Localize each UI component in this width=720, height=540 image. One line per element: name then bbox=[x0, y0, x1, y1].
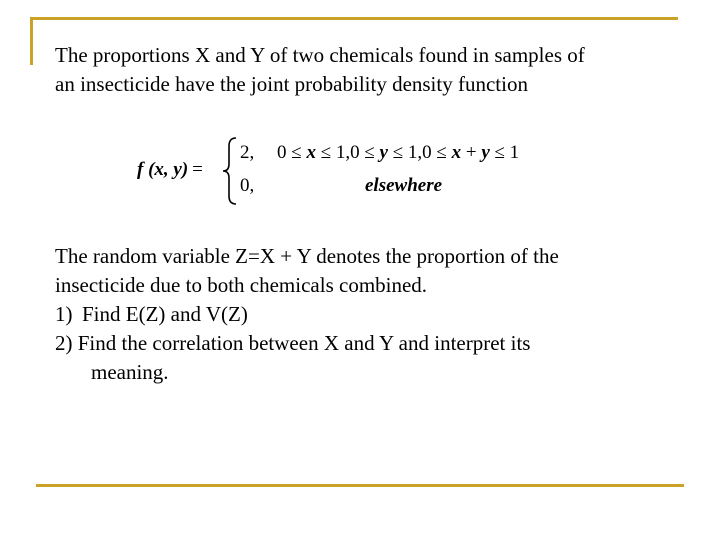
density-formula bbox=[137, 136, 577, 206]
intro-paragraph bbox=[55, 41, 695, 99]
cond-var-y: y bbox=[379, 142, 388, 163]
question-1 bbox=[55, 300, 695, 329]
cond-var-x: x bbox=[451, 142, 462, 163]
body-line-2: insecticide due to both chemicals combined. bbox=[55, 273, 428, 297]
problem-paragraph bbox=[55, 242, 695, 387]
case-2-value: 0, bbox=[240, 175, 255, 196]
cond-part: ≤ 1,0 ≤ bbox=[315, 142, 380, 163]
formula-f: f bbox=[137, 159, 144, 180]
case-1-value: 2, bbox=[240, 142, 255, 163]
formula-equals: = bbox=[192, 159, 203, 180]
question-2-line-1: 2) Find the correlation between X and Y and interpret its bbox=[55, 331, 531, 355]
case-2-condition: elsewhere bbox=[365, 175, 443, 196]
cond-var-x: x bbox=[306, 142, 316, 163]
cond-part: ≤ 1,0 ≤ bbox=[387, 142, 452, 163]
question-1-text: Find E(Z) and V(Z) bbox=[82, 302, 248, 326]
cond-part: + bbox=[461, 142, 482, 163]
cond-part: ≤ 1 bbox=[489, 142, 520, 163]
cond-part: 0 ≤ bbox=[277, 142, 307, 163]
left-accent-rule bbox=[30, 17, 33, 65]
intro-line-2: an insecticide have the joint probability density function bbox=[55, 72, 528, 96]
question-2-line-2: meaning. bbox=[91, 360, 169, 384]
question-1-number: 1) bbox=[55, 302, 73, 326]
intro-line-1: The proportions X and Y of two chemicals found in samples of bbox=[55, 43, 585, 67]
formula-lhs bbox=[137, 159, 203, 181]
cond-var-y: y bbox=[481, 142, 490, 163]
left-brace-icon bbox=[221, 136, 239, 206]
case-1-condition bbox=[277, 142, 519, 164]
bottom-accent-rule bbox=[36, 484, 684, 487]
body-line-1: The random variable Z=X + Y denotes the proportion of the bbox=[55, 244, 559, 268]
top-accent-rule bbox=[30, 17, 678, 20]
formula-args: (x, y) bbox=[148, 159, 189, 180]
